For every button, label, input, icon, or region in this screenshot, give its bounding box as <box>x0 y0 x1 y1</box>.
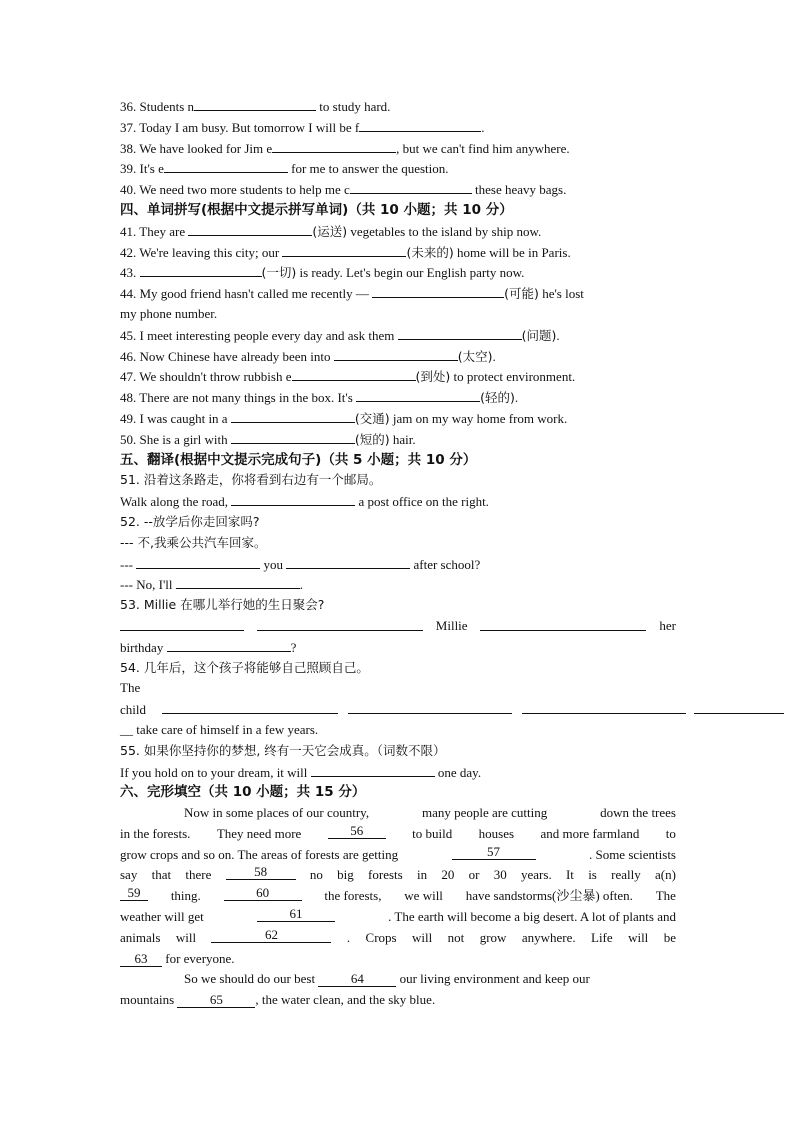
question-45: 45. I meet interesting people every day and ask them (问题). <box>120 325 676 346</box>
question-43: 43. (一切) is ready. Let's begin our English party now. <box>120 262 676 283</box>
answer-blank[interactable] <box>231 408 355 423</box>
cloze-blank-58[interactable]: 58 <box>226 865 296 880</box>
answer-blank[interactable] <box>350 179 472 194</box>
question-52-prompt: 52. --放学后你走回家吗? <box>120 513 260 529</box>
cloze-line-9: So we should do our best 64 our living environment and keep our <box>184 971 590 987</box>
answer-blank[interactable] <box>359 117 481 132</box>
cloze-line-2: in the forests. They need more 56 to build houses and more farmland to <box>120 822 676 841</box>
chinese-hint: (太空) <box>457 348 493 364</box>
chinese-hint: (到处) <box>415 369 451 385</box>
answer-blank[interactable] <box>292 366 416 381</box>
answer-blank[interactable] <box>120 616 244 631</box>
chinese-hint: (交通) <box>354 410 390 426</box>
section-5-heading: 五、翻译(根据中文提示完成句子)（共 5 小题；共 10 分） <box>120 451 477 468</box>
question-38: 38. We have looked for Jim e , but we can't find him anywhere. <box>120 138 676 159</box>
question-55-answer: If you hold on to your dream, it will one day. <box>120 762 676 783</box>
answer-blank[interactable] <box>480 616 646 631</box>
cloze-blank-56[interactable]: 56 <box>328 824 386 839</box>
question-46: 46. Now Chinese have already been into (太空). <box>120 346 676 367</box>
question-number: 36. <box>120 99 137 114</box>
question-49: 49. I was caught in a (交通) jam on my way home from work. <box>120 408 676 429</box>
cloze-line-8: 63 for everyone. <box>120 949 676 970</box>
answer-blank[interactable] <box>194 96 316 111</box>
chinese-hint: (可能) <box>504 286 539 302</box>
answer-blank[interactable] <box>694 699 784 714</box>
answer-blank[interactable] <box>162 699 338 714</box>
question-52-line-3: --- you after school? <box>120 554 676 575</box>
cloze-line-6: weather will get 61 . The earth will become a big desert. A lot of plants and <box>120 906 676 925</box>
cloze-line-4: say that there 58 no big forests in 20 or 30 years. It is really a(n) <box>120 864 676 883</box>
chinese-hint: (问题) <box>521 327 557 343</box>
answer-blank[interactable] <box>188 221 312 236</box>
cloze-blank-63[interactable]: 63 <box>120 952 162 967</box>
question-54-line: child <box>120 699 794 720</box>
chinese-hint: (未来的) <box>406 244 454 260</box>
answer-blank[interactable] <box>282 242 406 257</box>
question-54-prompt: 54. 几年后，这个孩子将能够自己照顾自己。 <box>120 659 369 675</box>
question-41: 41. They are (运送) vegetables to the island by ship now. <box>120 221 676 242</box>
chinese-hint: (轻的) <box>480 390 515 406</box>
question-52-line-4: --- No, I'll . <box>120 574 676 595</box>
answer-blank[interactable] <box>372 283 504 298</box>
answer-blank[interactable] <box>140 262 262 277</box>
answer-blank[interactable] <box>136 554 260 569</box>
question-48: 48. There are not many things in the box. It's (轻的). <box>120 387 676 408</box>
cloze-blank-62[interactable]: 62 <box>211 928 331 943</box>
cloze-line-5: 59 thing. 60 the forests, we will have sandstorms(沙尘暴) often. The <box>120 886 676 907</box>
cloze-blank-65[interactable]: 65 <box>177 993 255 1008</box>
answer-blank[interactable] <box>164 158 288 173</box>
question-53-prompt: 53. Millie 在哪儿举行她的生日聚会? <box>120 597 325 613</box>
answer-blank[interactable] <box>257 616 423 631</box>
answer-blank[interactable] <box>356 387 480 402</box>
chinese-hint: (一切) <box>261 265 297 281</box>
question-55-prompt: 55. 如果你坚持你的梦想, 终有一天它会成真。（词数不限） <box>120 742 446 758</box>
answer-blank[interactable] <box>272 138 396 153</box>
question-47: 47. We shouldn't throw rubbish e (到处) to protect environment. <box>120 366 676 387</box>
answer-blank[interactable] <box>334 346 458 361</box>
chinese-hint: (运送) <box>312 223 348 239</box>
answer-blank[interactable] <box>286 554 410 569</box>
answer-blank[interactable] <box>176 574 300 589</box>
cloze-blank-60[interactable]: 60 <box>224 886 302 901</box>
question-39: 39. It's e for me to answer the question. <box>120 158 676 179</box>
cloze-line-1: Now in some places of our country, many people are cutting down the trees <box>184 805 676 821</box>
cloze-line-10: mountains 65 , the water clean, and the sky blue. <box>120 992 436 1008</box>
question-53-line-2: birthday ? <box>120 637 676 658</box>
question-51-prompt: 51. 沿着这条路走，你将看到右边有一个邮局。 <box>120 472 382 488</box>
question-36: 36. Students n to study hard. <box>120 96 676 117</box>
question-40: 40. We need two more students to help me c these heavy bags. <box>120 179 676 200</box>
question-42: 42. We're leaving this city; our (未来的) home will be in Paris. <box>120 242 676 263</box>
answer-blank[interactable] <box>167 637 291 652</box>
cloze-blank-64[interactable]: 64 <box>318 972 396 987</box>
question-37: 37. Today I am busy. But tomorrow I will be f . <box>120 117 676 138</box>
answer-blank[interactable] <box>311 762 435 777</box>
chinese-hint: (短的) <box>354 431 390 447</box>
worksheet-page <box>120 96 676 1011</box>
question-44: 44. My good friend hasn't called me recently — (可能) he's lost <box>120 283 676 304</box>
question-53-line-1: Millie her <box>120 616 676 637</box>
cloze-line-3: grow crops and so on. The areas of forests are getting 57 . Some scientists <box>120 843 676 862</box>
cloze-line-7: animals will 62 . Crops will not grow anywhere. Life will be <box>120 926 676 945</box>
question-54-continued: __ take care of himself in a few years. <box>120 721 319 737</box>
cloze-blank-61[interactable]: 61 <box>257 907 335 922</box>
question-44-continued: my phone number. <box>120 305 218 321</box>
answer-blank[interactable] <box>231 429 355 444</box>
answer-blank[interactable] <box>348 699 512 714</box>
section-4-heading: 四、单词拼写(根据中文提示拼写单词)（共 10 小题；共 10 分） <box>120 201 513 218</box>
question-51-answer: Walk along the road, a post office on the right. <box>120 491 676 512</box>
answer-blank[interactable] <box>522 699 686 714</box>
cloze-blank-59[interactable]: 59 <box>120 886 148 901</box>
section-6-heading: 六、完形填空（共 10 小题；共 15 分） <box>120 784 366 801</box>
question-50: 50. She is a girl with (短的) hair. <box>120 429 676 450</box>
cloze-blank-57[interactable]: 57 <box>452 845 536 860</box>
answer-blank[interactable] <box>398 325 522 340</box>
question-52-reply: --- 不,我乘公共汽车回家。 <box>120 534 267 550</box>
question-54-word-the: The <box>120 680 141 696</box>
answer-blank[interactable] <box>231 491 355 506</box>
